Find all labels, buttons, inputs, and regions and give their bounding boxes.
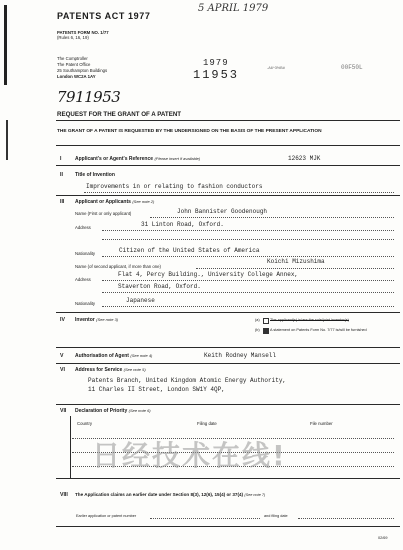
left-margin-mark-2 xyxy=(6,120,8,160)
priority-col-file: File number xyxy=(310,421,333,426)
title-dotline xyxy=(84,192,394,193)
inventor-option-b-key: (b) xyxy=(255,328,260,332)
intro-rule xyxy=(56,145,400,146)
address1-dotline xyxy=(102,230,394,231)
name2-dotline xyxy=(196,268,394,269)
priority-col-filing: Filing date xyxy=(197,421,217,426)
applicant-2-address-line-2: Staverton Road, Oxford. xyxy=(118,283,201,290)
applicant-1-address: 31 Linton Road, Oxford. xyxy=(141,221,224,228)
section-iv-label xyxy=(75,317,118,323)
earlier-filing-dotline xyxy=(298,518,394,519)
address2-label: Address xyxy=(75,277,91,282)
intro-text: THE GRANT OF A PATENT IS REQUESTED BY THE UNDERSIGNED ON THE BASIS OF THE PRESENT APPLICATION xyxy=(57,129,322,134)
section-iv-note: (See note 3) xyxy=(96,317,119,322)
section-viii-title: The Application claims an earlier date under Section 8(3), 12(6), 15(4) or 37(4) xyxy=(75,492,244,497)
section-iii-title: Applicant or Applicants xyxy=(75,199,131,205)
priority-col-country: Country xyxy=(77,421,93,426)
priority-col-divider-1 xyxy=(70,416,71,478)
section-i-title: Applicant's or Agent's Reference xyxy=(75,156,154,162)
section-vii-number: VII xyxy=(60,408,67,414)
section-iii-number: III xyxy=(60,199,65,205)
section-iv-number: IV xyxy=(60,317,65,323)
section-i-number: I xyxy=(60,156,62,162)
section-vi-number: VI xyxy=(60,367,65,373)
section-vi-note: (See note 5) xyxy=(123,367,146,372)
rule-vii xyxy=(56,478,400,479)
rule-ii xyxy=(56,195,400,196)
section-vi-label xyxy=(75,367,146,373)
address1-dotline-2 xyxy=(102,239,394,240)
form-number: PATENTS FORM NO. 1/77 xyxy=(57,30,109,35)
form-title: PATENTS ACT 1977 xyxy=(57,11,151,21)
service-address-line-1: Patents Branch, United Kingdom Atomic Energy Authority, xyxy=(88,377,287,384)
applicant-1-nationality: Citizen of the United States of America xyxy=(119,247,260,254)
name1-dotline xyxy=(150,217,394,218)
title-underline xyxy=(56,120,400,121)
office-line-4: London WC2A 1AY xyxy=(57,74,96,79)
form-rules: (Rules 6, 16, 19) xyxy=(57,35,89,40)
stamp-number: 11953 xyxy=(193,68,240,82)
section-i-label xyxy=(75,156,200,162)
address2-dotline-2 xyxy=(102,292,394,293)
service-address-line-2: 11 Charles II Street, London SW1Y 4QP, xyxy=(88,386,225,393)
office-line-1: The Comptroller xyxy=(57,56,88,61)
nationality1-dotline xyxy=(102,256,394,257)
office-line-2: The Patent Office xyxy=(57,62,91,67)
applicant-reference: 12623 MJK xyxy=(288,155,321,162)
applicant-2-nationality: Japanese xyxy=(126,297,155,304)
inventor-option-a-key: (a) xyxy=(255,318,260,322)
office-line-3: 25 Southampton Buildings xyxy=(57,68,108,73)
section-iii-note: (See note 2) xyxy=(132,199,155,204)
earlier-application-dotline xyxy=(150,518,260,519)
rule-v xyxy=(56,363,400,364)
inventor-option-a-text: The applicant(s) is/are the sole/joint inventor(s) xyxy=(270,318,349,322)
inventor-option-b-checkbox[interactable] xyxy=(263,328,269,334)
agent-name: Keith Rodney Mansell xyxy=(204,352,277,359)
section-v-note: (See note 4) xyxy=(130,353,153,358)
name2-label: Name (of second applicant, if more than one) xyxy=(75,264,161,269)
address2-dotline xyxy=(102,280,394,281)
section-v-title: Authorisation of Agent xyxy=(75,353,129,359)
section-ii-label: Title of Invention xyxy=(75,172,115,178)
section-v-label xyxy=(75,353,152,359)
section-iii-label xyxy=(75,199,154,205)
section-i-note: (Please insert if available) xyxy=(154,156,201,161)
inventor-option-b-text: A statement on Patents Form No. 7/77 is/will be furnished xyxy=(270,328,367,332)
rule-i xyxy=(56,165,400,166)
inventor-option-a-checkbox[interactable] xyxy=(263,318,269,324)
stamp-code-2: 00F50L xyxy=(341,64,363,71)
handwritten-number: 7911953 xyxy=(57,88,121,106)
address1-label: Address xyxy=(75,225,91,230)
earlier-application-label: Earlier application or patent number xyxy=(76,514,137,518)
stamp-date: 5 APRIL 1979 xyxy=(198,3,269,14)
request-title: REQUEST FOR THE GRANT OF A PATENT xyxy=(57,111,182,118)
left-margin-mark xyxy=(4,5,7,85)
section-vii-note: (See note 6) xyxy=(128,408,151,413)
name1-label: Name (First or only applicant) xyxy=(75,211,132,216)
earlier-filing-label: and filing date xyxy=(264,514,288,518)
section-vii-label xyxy=(75,408,151,414)
stamp-year: 1979 xyxy=(203,58,229,68)
nationality2-dotline xyxy=(102,306,394,307)
rule-vi xyxy=(56,404,400,405)
footer-code: 02/69 xyxy=(378,536,388,540)
section-vi-title: Address for Service xyxy=(75,367,123,373)
section-vii-title: Declaration of Priority xyxy=(75,408,128,414)
rule-iii xyxy=(56,312,400,313)
stamp-code: -A6^3%B# xyxy=(267,66,285,70)
section-viii-number: VIII xyxy=(60,492,68,498)
invention-title: Improvements in or relating to fashion conductors xyxy=(86,183,263,190)
nationality2-label: Nationality xyxy=(75,301,96,306)
section-ii-number: II xyxy=(60,172,63,178)
section-iv-title: Inventor xyxy=(75,317,95,323)
rule-viii xyxy=(56,526,400,527)
section-viii-label xyxy=(75,492,265,497)
applicant-2-name: Koichi Mizushima xyxy=(267,258,325,265)
section-viii-note: (See note 7) xyxy=(244,493,266,497)
rule-iv xyxy=(56,347,400,348)
watermark: 日经技术在线! xyxy=(92,439,287,472)
applicant-2-address-line-1: Flat 4, Percy Building., University College Annex, xyxy=(118,271,299,278)
section-v-number: V xyxy=(60,353,64,359)
applicant-1-name: John Bannister Goodenough xyxy=(177,208,268,215)
nationality1-label: Nationality xyxy=(75,251,96,256)
